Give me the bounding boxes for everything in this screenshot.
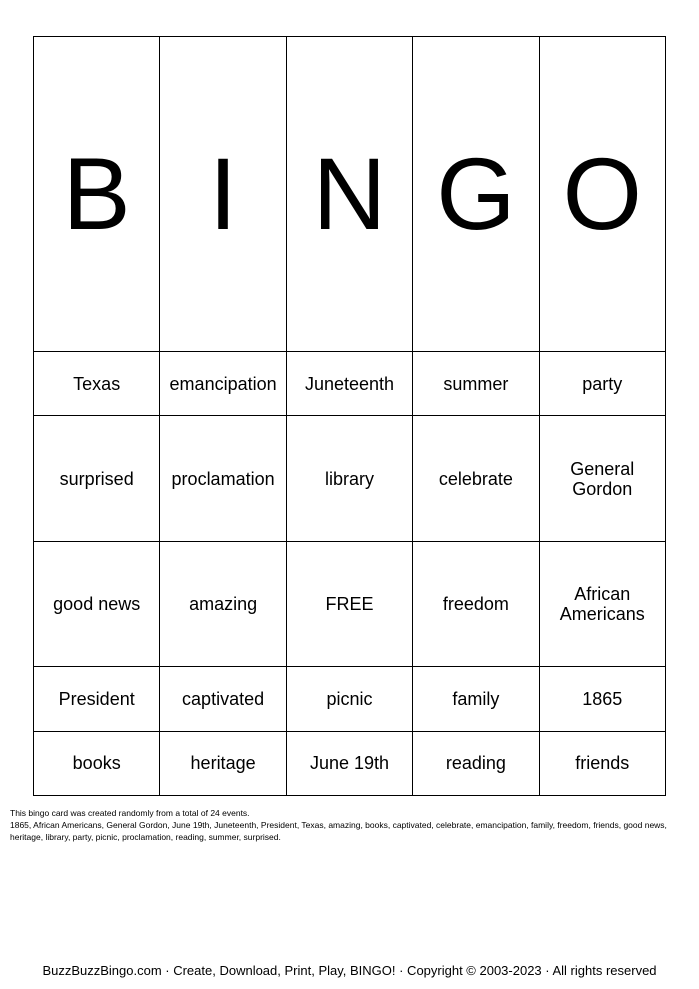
bingo-cell <box>34 667 160 731</box>
bingo-cell <box>539 541 665 666</box>
bingo-cell-text: emancipation <box>169 373 277 394</box>
bingo-cell-text: celebrate <box>438 468 513 489</box>
bingo-cell-text: amazing <box>189 594 258 615</box>
bingo-cell <box>34 352 160 416</box>
bingo-cell-text: surprised <box>59 468 134 489</box>
bingo-header-letter: I <box>160 37 286 352</box>
bingo-cell <box>286 416 412 541</box>
bingo-cell <box>539 667 665 731</box>
bingo-cell-text: summer <box>443 373 509 394</box>
bingo-header-row <box>34 37 666 352</box>
bingo-cell <box>413 541 539 666</box>
bingo-cell-text: General Gordon <box>570 458 635 499</box>
bingo-row <box>34 352 666 416</box>
bingo-cell <box>34 416 160 541</box>
bingo-cell-text: heritage <box>190 753 256 774</box>
bingo-header-letter: O <box>539 37 665 352</box>
bingo-header-letter: G <box>413 37 539 352</box>
bingo-cell <box>539 352 665 416</box>
bingo-cell-text: African Americans <box>559 584 645 625</box>
bingo-cell-text: captivated <box>182 689 265 710</box>
bingo-cell-text: Texas <box>73 373 121 394</box>
bingo-cell <box>160 541 286 666</box>
bingo-card <box>33 36 666 796</box>
bingo-cell <box>160 731 286 795</box>
bingo-cell <box>413 667 539 731</box>
bingo-header-letter: N <box>286 37 412 352</box>
bingo-cell-text: friends <box>575 753 630 774</box>
bingo-row <box>34 416 666 541</box>
bingo-cell-text: books <box>72 753 121 774</box>
bingo-cell <box>160 352 286 416</box>
bingo-cell-text: President <box>58 689 135 710</box>
bingo-cell-text: party <box>582 373 623 394</box>
bingo-cell <box>34 731 160 795</box>
bingo-cell-text: June 19th <box>309 753 390 774</box>
bingo-header-letter: B <box>34 37 160 352</box>
bingo-cell <box>539 416 665 541</box>
bingo-cell-text: library <box>324 468 374 489</box>
bingo-cell <box>286 731 412 795</box>
card-info-event-list: 1865, African Americans, General Gordon, June 19th, Juneteenth, President, Texas, amazing, books, captivated, celebrate, emancipation, family, freedom, friends, good news, heritage, library, party, picnic, proclamation, reading, summer, surprised. <box>10 820 667 842</box>
bingo-cell-text: Juneteenth <box>304 373 395 394</box>
bingo-cell <box>160 667 286 731</box>
card-info-summary: This bingo card was created randomly from a total of 24 events. <box>10 808 250 818</box>
bingo-cell-text: 1865 <box>582 689 623 710</box>
bingo-cell-text: picnic <box>326 689 373 710</box>
bingo-row <box>34 667 666 731</box>
bingo-cell <box>413 352 539 416</box>
bingo-cell <box>539 731 665 795</box>
bingo-cell-text: reading <box>445 753 506 774</box>
bingo-row <box>34 541 666 666</box>
bingo-row <box>34 731 666 795</box>
bingo-cell <box>160 416 286 541</box>
bingo-cell <box>286 352 412 416</box>
bingo-cell <box>286 667 412 731</box>
page-footer: BuzzBuzzBingo.com · Create, Download, Print, Play, BINGO! · Copyright © 2003-2023 · All rights reserved <box>42 963 657 978</box>
bingo-free-cell <box>286 541 412 666</box>
card-info <box>10 807 694 843</box>
bingo-cell <box>34 541 160 666</box>
bingo-cell-text: freedom <box>442 594 509 615</box>
bingo-cell-text: proclamation <box>171 468 275 489</box>
bingo-cell-text: FREE <box>325 594 374 615</box>
bingo-cell <box>413 731 539 795</box>
bingo-cell <box>413 416 539 541</box>
bingo-cell-text: family <box>452 689 500 710</box>
bingo-cell-text: good news <box>53 594 141 615</box>
